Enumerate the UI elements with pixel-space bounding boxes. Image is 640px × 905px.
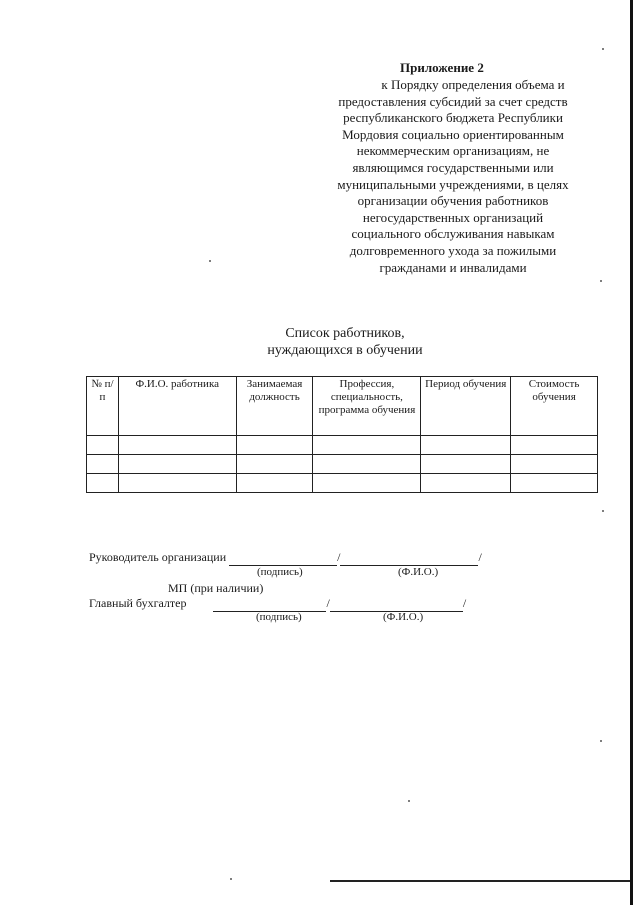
separator: / — [337, 550, 341, 564]
accountant-name-line[interactable] — [330, 596, 463, 612]
header-number: № п/п — [87, 377, 119, 436]
appendix-line: организации обучения работников — [357, 193, 549, 209]
head-label: Руководитель организации — [89, 550, 227, 564]
separator: / — [326, 596, 330, 610]
appendix-text — [308, 77, 598, 276]
table-cell — [313, 436, 421, 455]
accountant-signature-line[interactable] — [213, 596, 326, 612]
scan-edge-right — [630, 0, 633, 905]
appendix-line: негосударственных организаций — [362, 209, 544, 225]
head-signature-line[interactable] — [229, 550, 337, 566]
table-cell — [87, 474, 119, 493]
scan-speck — [600, 280, 602, 282]
appendix-line: гражданами и инвалидами — [379, 259, 527, 275]
appendix-line: к Порядку определения объема и — [381, 77, 565, 92]
separator: / — [478, 550, 482, 564]
head-signature-caption: (подпись) — [257, 566, 303, 578]
appendix-line: республиканского бюджета Республики — [343, 110, 563, 126]
table-cell — [313, 474, 421, 493]
scan-speck — [602, 48, 604, 50]
scan-speck — [230, 878, 232, 880]
list-title — [200, 325, 490, 359]
appendix-line: некоммерческим организациям, не — [356, 143, 550, 159]
table-cell — [236, 436, 313, 455]
table-cell — [421, 455, 511, 474]
header-period: Период обучения — [421, 377, 511, 436]
appendix-line: Мордовия социально ориентированным — [342, 126, 564, 142]
table-cell — [313, 455, 421, 474]
appendix-line: являющимся государственными или — [352, 159, 554, 175]
accountant-signature-row — [89, 596, 466, 612]
list-title-line1: Список работников, — [285, 326, 405, 341]
table-cell — [511, 474, 598, 493]
separator: / — [462, 596, 467, 610]
header-full-name: Ф.И.О. работника — [118, 377, 236, 436]
scan-speck — [600, 740, 602, 742]
table-cell — [118, 436, 236, 455]
accountant-signature-caption: (подпись) — [256, 611, 302, 623]
table-cell — [118, 474, 236, 493]
table-header-row — [87, 377, 598, 436]
head-name-line[interactable] — [340, 550, 478, 566]
workers-table — [86, 376, 598, 493]
appendix-line: долговременного ухода за пожилыми — [349, 242, 557, 258]
head-signature-row — [89, 550, 482, 566]
head-name-caption: (Ф.И.О.) — [398, 566, 439, 578]
accountant-name-caption: (Ф.И.О.) — [383, 611, 424, 623]
appendix-title: Приложение 2 — [400, 60, 484, 75]
scan-speck — [209, 260, 211, 262]
table-row — [87, 474, 598, 493]
scan-speck — [602, 510, 604, 512]
seal-caption: МП (при наличии) — [168, 581, 264, 595]
accountant-label: Главный бухгалтер — [89, 596, 187, 610]
table-cell — [421, 436, 511, 455]
header-cost: Стоимость обучения — [511, 377, 598, 436]
table-cell — [87, 436, 119, 455]
table-cell — [511, 436, 598, 455]
scan-speck — [408, 800, 410, 802]
table-cell — [236, 474, 313, 493]
table-row — [87, 455, 598, 474]
table-cell — [511, 455, 598, 474]
appendix-line: социального обслуживания навыкам — [351, 226, 555, 242]
appendix-line: предоставления субсидий за счет средств — [338, 93, 568, 109]
table-cell — [421, 474, 511, 493]
appendix-line: муниципальными учреждениями, в целях — [337, 176, 569, 192]
table-cell — [236, 455, 313, 474]
list-title-line2: нуждающихся в обучении — [267, 343, 423, 358]
table-cell — [118, 455, 236, 474]
scan-edge-bottom — [330, 880, 630, 882]
table-cell — [87, 455, 119, 474]
header-profession: Профессия, специальность, программа обучения — [313, 377, 421, 436]
header-position: Занимаемая должность — [236, 377, 313, 436]
table-row — [87, 436, 598, 455]
